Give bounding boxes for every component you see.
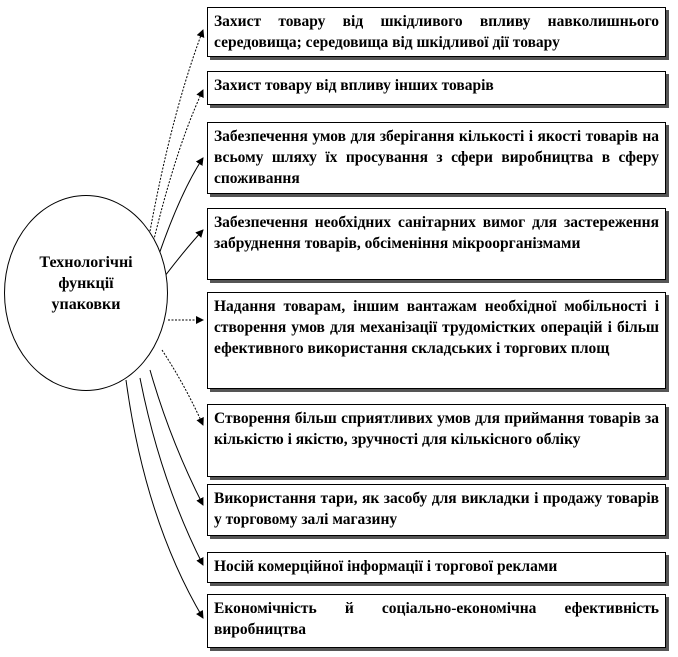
function-box-9: Економічність й соціально-економічна ефективність виробництва	[207, 594, 666, 648]
function-box-7: Використання тари, як засобу для викладки і продажу товарів у торговому залі магазину	[207, 484, 666, 536]
function-box-5: Надання товарам, іншим вантажам необхідної мобільності і створення умов для механізації трудомістких операцій і більш ефективного використання складських і торгових площ	[207, 292, 666, 389]
hub-circle	[4, 195, 168, 391]
function-box-6: Створення більш сприятливих умов для приймання товарів за кількістю і якістю, зручності для кількісного обліку	[207, 404, 666, 477]
function-box-3: Забезпечення умов для зберігання кількості і якості товарів на всьому шляху їх просування з сфери виробництва в сферу споживання	[207, 122, 666, 194]
function-box-1: Захист товару від шкідливого впливу навколишнього середовища; середовища від шкідливої дії товару	[207, 7, 666, 57]
hub-label: Технологічні функції упаковки	[39, 253, 133, 313]
function-box-2: Захист товару від впливу інших товарів	[207, 71, 666, 105]
arrow-to-function-7	[150, 370, 203, 505]
function-box-4: Забезпечення необхідних санітарних вимог для застереження забруднення товарів, обсіменіння мікроорганізмами	[207, 208, 666, 280]
arrow-to-function-6	[162, 350, 203, 425]
function-box-8: Носій комерційної інформації і торгової реклами	[207, 552, 666, 583]
